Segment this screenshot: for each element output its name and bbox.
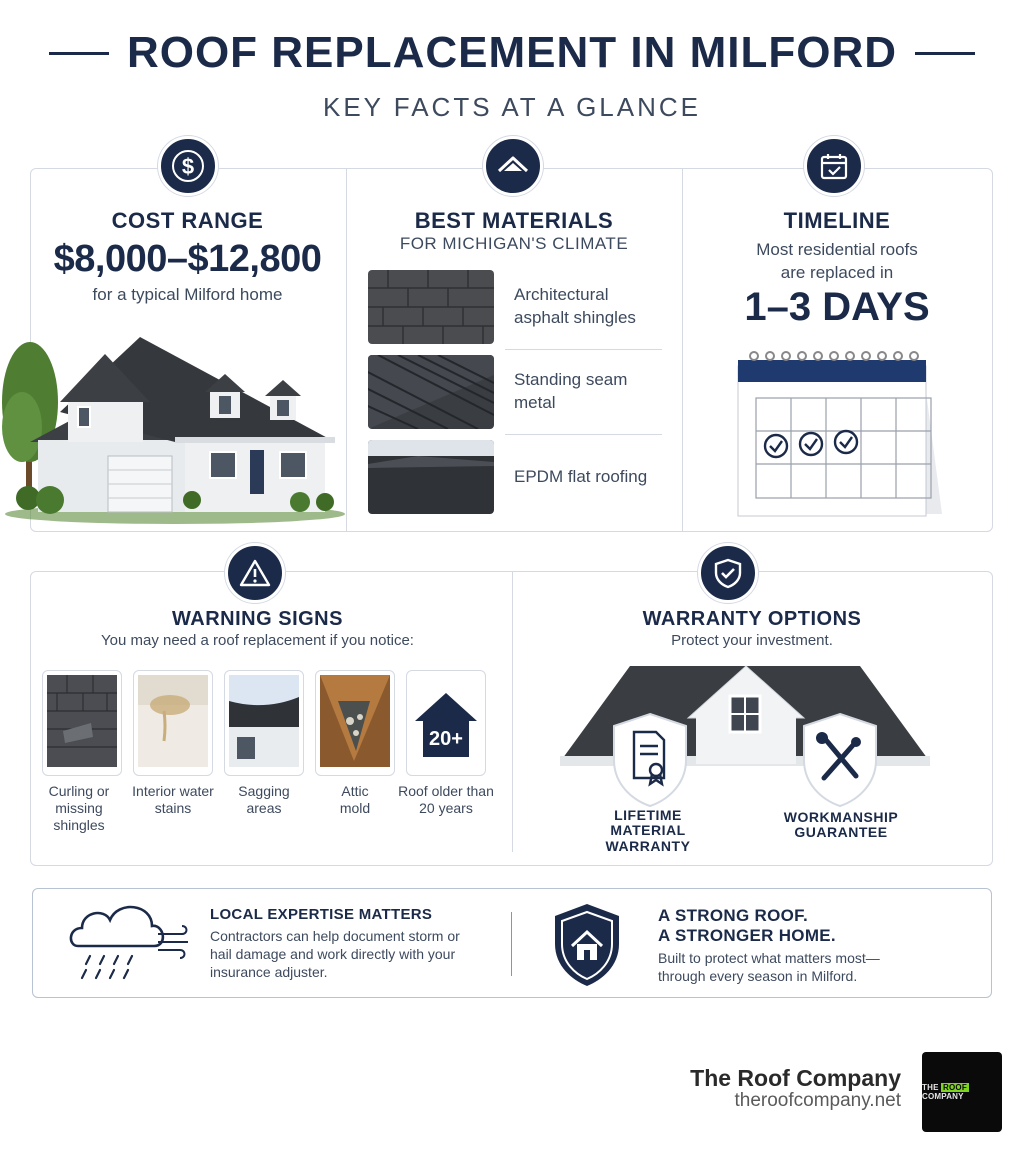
local-heading: LOCAL EXPERTISE MATTERS [210, 906, 433, 923]
warning-icon [238, 556, 272, 590]
warranty-heading: WARRANTY OPTIONS [642, 608, 862, 630]
calendar-illustration [724, 346, 954, 524]
roof-icon [496, 149, 530, 183]
brand-url[interactable]: theroofcompany.net [734, 1090, 901, 1111]
workmanship-shield [800, 712, 880, 808]
warning-subheading: You may need a roof replacement if you notice: [101, 632, 414, 649]
strong-heading-line-2: A STRONGER HOME. [658, 926, 836, 945]
strong-heading-line-1: A STRONG ROOF. [658, 906, 808, 925]
material-warranty-shield [610, 712, 690, 808]
local-text: Contractors can help document storm or hail damage and work directly with your insurance adjuster. [210, 928, 460, 981]
shield-house-icon [552, 902, 622, 988]
header [0, 28, 1024, 123]
warning-label: Sagging areas [238, 783, 290, 816]
cost-heading: COST RANGE [111, 208, 264, 233]
warning-card-water [133, 670, 213, 776]
warning-label: Attic mold [339, 783, 371, 816]
title-row [0, 28, 1024, 78]
calendar-icon [817, 149, 851, 183]
standing-seam-metal-image [368, 355, 494, 429]
dollar-icon [171, 149, 205, 183]
timeline-heading: TIMELINE [783, 208, 891, 233]
warning-card-mold [315, 670, 395, 776]
title-right-rule [915, 52, 975, 55]
material-separator [505, 349, 662, 350]
title-left-rule [49, 52, 109, 55]
material-label: Architectural asphalt shingles [514, 285, 636, 327]
warning-label: Roof older than 20 years [398, 783, 494, 816]
cost-value: $8,000–$12,800 [53, 238, 322, 280]
warning-card-age [406, 670, 486, 776]
warning-label: Curling or missing shingles [48, 783, 110, 833]
cost-badge [158, 136, 218, 196]
warning-card-sagging [224, 670, 304, 776]
age-badge-text: 20+ [429, 728, 463, 750]
timeline-line-1: Most residential roofs [756, 240, 918, 259]
company-logo[interactable] [922, 1052, 1002, 1132]
page-title: ROOF REPLACEMENT IN MILFORD [126, 28, 898, 77]
brand-name: The Roof Company [690, 1065, 901, 1091]
warranty-badge [698, 543, 758, 603]
asphalt-shingles-image [368, 270, 494, 344]
page-subtitle: KEY FACTS AT A GLANCE [322, 92, 702, 122]
cost-caption: for a typical Milford home [92, 285, 283, 304]
epdm-roofing-image [368, 440, 494, 514]
timeline-value: 1–3 DAYS [744, 285, 930, 329]
material-label: EPDM flat roofing [514, 466, 648, 486]
storm-cloud-icon [64, 898, 194, 984]
material-item-metal [368, 355, 662, 429]
timeline-badge [804, 136, 864, 196]
material-item-asphalt [368, 270, 662, 344]
lifetime-warranty-label: LIFETIME MATERIAL WARRANTY [605, 807, 691, 854]
materials-badge [483, 136, 543, 196]
logo-text: THE ROOF COMPANY [922, 1082, 967, 1101]
material-label: Standing seam metal [514, 370, 628, 412]
timeline-line-2: are replaced in [780, 263, 894, 282]
bottom-divider [511, 912, 512, 976]
svg-text:$: $ [181, 154, 195, 179]
workmanship-label: WORKMANSHIP GUARANTEE [783, 809, 899, 841]
house-illustration [0, 332, 346, 528]
warning-card-shingles [42, 670, 122, 776]
warranty-subheading: Protect your investment. [671, 632, 833, 649]
warning-label: Interior water stains [132, 783, 214, 816]
material-item-epdm [368, 440, 662, 514]
strong-text: Built to protect what matters most—through every season in Milford. [658, 950, 880, 985]
materials-heading: BEST MATERIALS [414, 208, 614, 233]
warning-heading: WARNING SIGNS [172, 608, 343, 630]
shield-check-icon [711, 556, 745, 590]
warning-badge [225, 543, 285, 603]
material-separator [505, 434, 662, 435]
materials-subheading: FOR MICHIGAN'S CLIMATE [399, 234, 629, 253]
